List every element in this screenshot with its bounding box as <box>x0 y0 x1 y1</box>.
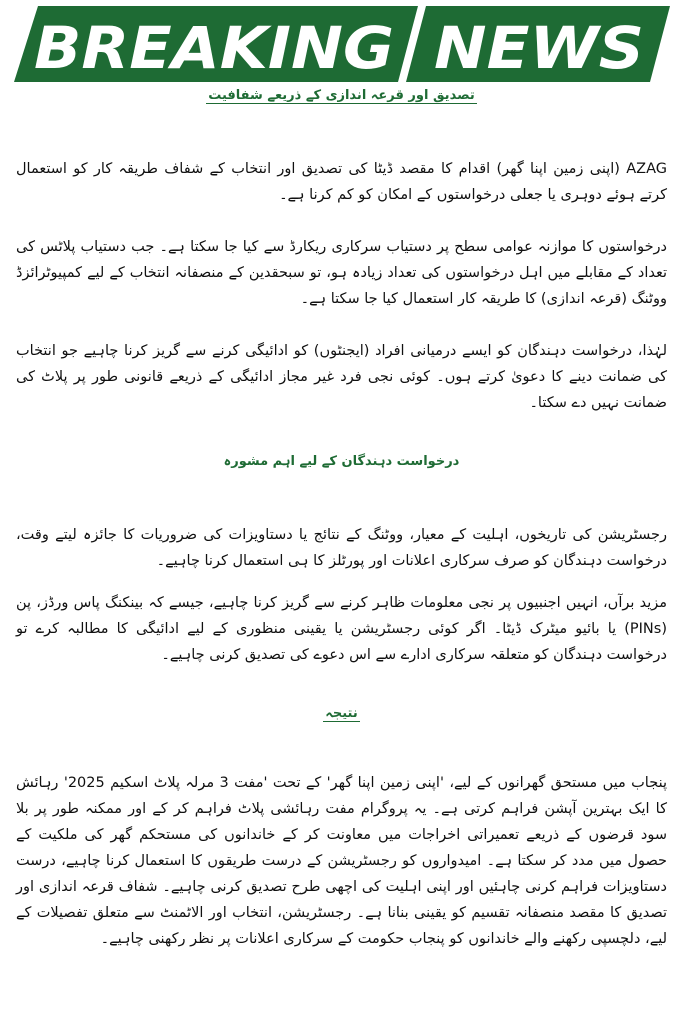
section1-paragraph-3: لہٰذا، درخواست دہندگان کو ایسے درمیانی افراد (ایجنٹوں) کو ادائیگی کرنے سے گریز کرنا چاہیے جو انتخاب کی ضمانت دینے کا دعویٰ کرتے ہوں۔ کوئی نجی فرد غیر مجاز ادائیگی کے ذریعے قانونی طور پر پلاٹ کی ضمانت نہیں دے سکتا۔ <box>16 343 667 411</box>
banner-text-news: NEWS <box>434 14 644 82</box>
section1-paragraph-2: درخواستوں کا موازنہ عوامی سطح پر دستیاب سرکاری ریکارڈ سے کیا جا سکتا ہے۔ جب دستیاب پلاٹس کی تعداد کے مقابلے میں اہل درخواستوں کی تعداد زیادہ ہو، تو سبحقدین کے منصفانہ انتخاب کے لیے کمپیوٹرائزڈ ووٹنگ (قرعہ اندازی) کا طریقہ کار استعمال کیا جا سکتا ہے۔ <box>16 239 667 307</box>
section1-paragraph-1: AZAG (اپنی زمین اپنا گھر) اقدام کا مقصد ڈیٹا کی تصدیق اور انتخاب کے شفاف طریقہ کار کو استعمال کرتے ہوئے دوہری یا جعلی درخواستوں کے امکان کو کم کرنا ہے۔ <box>16 161 667 203</box>
section2-paragraph-1: رجسٹریشن کی تاریخوں، اہلیت کے معیار، ووٹنگ کے نتائج یا دستاویزات کی ضروریات کا جائزہ لیتے وقت، درخواست دہندگان کو صرف سرکاری اعلانات اور پورٹلز کا ہی استعمال کرنا چاہیے۔ <box>16 527 667 569</box>
section1-heading: تصدیق اور قرعہ اندازی کے ذریعے شفافیت <box>208 88 475 103</box>
section3-heading: نتیجہ <box>325 706 358 721</box>
banner-text-breaking: BREAKING <box>34 14 394 82</box>
section2-paragraph-2: مزید برآں، انہیں اجنبیوں پر نجی معلومات ظاہر کرنے سے گریز کرنا چاہیے، جیسے کہ بینکنگ پاس ورڈز، پن (PINs) یا بائیو میٹرک ڈیٹا۔ اگر کوئی رجسٹریشن یا یقینی منظوری کے لیے ادائیگی کا مطالبہ کرے تو درخواست دہندگان کو متعلقہ سرکاری ادارے سے اس دعوے کی تصدیق کرنی چاہیے۔ <box>16 595 667 663</box>
section2-heading: درخواست دہندگان کے لیے اہم مشورہ <box>223 454 460 469</box>
section3-paragraph-1: پنجاب میں مستحق گھرانوں کے لیے، 'اپنی زمین اپنا گھر' کے تحت 'مفت 3 مرلہ پلاٹ اسکیم 2025' رہائش کا ایک بہترین آپشن فراہم کرتی ہے۔ یہ پروگرام مفت رہائشی پلاٹ فراہم کر کے اور ممکنہ طور پر بلا سود قرضوں کے ذریعے تعمیراتی اخراجات میں معاونت کر کے خاندانوں کی مستحکم گھر کی ملکیت کے حصول میں مدد کر سکتا ہے۔ امیدواروں کو رجسٹریشن کے درست طریقوں کا استعمال کرنا چاہیے، درست دستاویزات فراہم کرنی چاہئیں اور اپنی اہلیت کی اچھی طرح تصدیق کرنی چاہیے۔ شفاف قرعہ اندازی اور تصدیق کا مقصد منصفانہ تقسیم کو یقینی بنانا ہے۔ رجسٹریشن، انتخاب اور الاٹمنٹ سے متعلق تفصیلات کے لیے، دلچسپی رکھنے والے خاندانوں کو پنجاب حکومت کے سرکاری اعلانات پر نظر رکھنی چاہیے۔ <box>16 775 667 947</box>
breaking-news-banner <box>14 6 670 82</box>
